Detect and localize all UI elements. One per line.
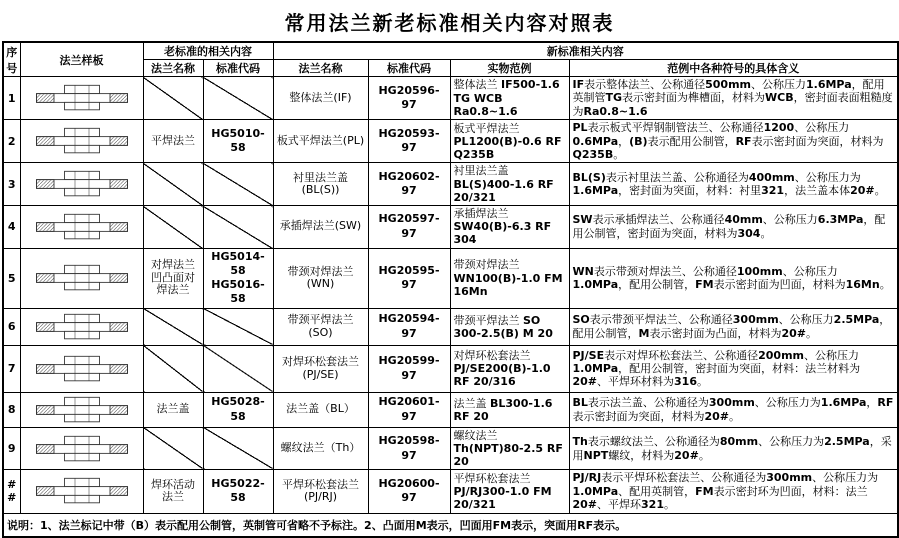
flange-cross-section-icon [29,84,135,112]
row-number: 4 [3,206,20,249]
flange-sample-cell [20,120,143,163]
table-row [3,163,898,206]
footnote: 说明：1、法兰标记中带（B）表示配用公制管，英制管可省略不予标注。2、凸面用M表示，凹面用FM表示，突面用RF表示。 [3,513,898,537]
flange-cross-section-icon [29,396,135,424]
flange-sample-cell [20,392,143,427]
header-old-standard-group: 老标准的相关内容 [143,42,273,60]
example-text: 板式平焊法兰 PL1200(B)-0.6 RF Q235B [450,120,569,163]
table-row [3,470,898,513]
flange-cross-section-icon [29,435,135,463]
new-flange-name: 带颈平焊法兰(SO) [273,308,368,345]
row-number: 8 [3,392,20,427]
header-old-standard-code: 标准代码 [203,60,273,77]
symbol-meaning: IF表示整体法兰、公称通径500mm、公称压力1.6MPa，配用英制管TG表示密封面为榫槽面，材料为WCB，密封面表面粗糙度为Ra0.8~1.6 [569,77,898,120]
new-flange-name: 板式平焊法兰(PL) [273,120,368,163]
old-standard-code [203,308,273,345]
header-example: 实物范例 [450,60,569,77]
symbol-meaning: Th表示螺纹法兰、公称通径为80mm、公称压力为2.5MPa，采用NPT螺纹，材料为20#。 [569,427,898,470]
flange-standards-table [2,41,899,538]
header-new-standard-group: 新标准相关内容 [273,42,898,60]
new-standard-code: HG20597-97 [368,206,450,249]
old-standard-code: HG5014-58 HG5016-58 [203,248,273,308]
symbol-meaning: BL表示法兰盖、公称通径为300mm、公称压力为1.6MPa，RF表示密封面为突面，材料为20#。 [569,392,898,427]
row-number: 9 [3,427,20,470]
example-text: 衬里法兰盖 BL(S)400-1.6 RF 20/321 [450,163,569,206]
flange-cross-section-icon [29,213,135,241]
header-symbol-meaning: 范例中各种符号的具体含义 [569,60,898,77]
table-row [3,392,898,427]
header-old-flange-name: 法兰名称 [143,60,203,77]
flange-cross-section-icon [29,313,135,341]
new-flange-name: 对焊环松套法兰 (PJ/SE) [273,345,368,392]
flange-cross-section-icon [29,170,135,198]
flange-sample-cell [20,345,143,392]
header-new-standard-code: 标准代码 [368,60,450,77]
example-text: 法兰盖 BL300-1.6 RF 20 [450,392,569,427]
symbol-meaning: BL(S)表示衬里法兰盖、公称通径为400mm、公称压力为1.6MPa，密封面为突面，材料：衬里321，法兰盖本体20#。 [569,163,898,206]
new-flange-name: 衬里法兰盖(BL(S)) [273,163,368,206]
document-page [0,7,899,532]
new-standard-code: HG20595-97 [368,248,450,308]
old-flange-name [143,206,203,249]
old-standard-code: HG5028-58 [203,392,273,427]
table-row [3,345,898,392]
table-row [3,120,898,163]
example-text: 带颈对焊法兰 WN100(B)-1.0 FM 16Mn [450,248,569,308]
new-flange-name: 带颈对焊法兰(WN) [273,248,368,308]
symbol-meaning: PJ/RJ表示平焊环松套法兰、公称通径为300mm、公称压力为1.0MPa、配用英制管，FM表示密封环为凹面，材料：法兰20#、平焊环321。 [569,470,898,513]
example-text: 承插焊法兰 SW40(B)-6.3 RF 304 [450,206,569,249]
new-standard-code: HG20594-97 [368,308,450,345]
new-flange-name: 平焊环松套法兰 (PJ/RJ) [273,470,368,513]
example-text: 平焊环松套法兰 PJ/RJ300-1.0 FM 20/321 [450,470,569,513]
new-standard-code: HG20600-97 [368,470,450,513]
row-number: 2 [3,120,20,163]
flange-cross-section-icon [29,477,135,505]
old-standard-code [203,427,273,470]
symbol-meaning: WN表示带颈对焊法兰、公称通径100mm、公称压力1.0MPa，配用公制管，FM表示密封面为凹面，材料为16Mn。 [569,248,898,308]
row-number: ## [3,470,20,513]
old-standard-code: HG5022-58 [203,470,273,513]
old-standard-code [203,163,273,206]
row-number: 3 [3,163,20,206]
new-standard-code: HG20599-97 [368,345,450,392]
old-flange-name [143,345,203,392]
header-new-flange-name: 法兰名称 [273,60,368,77]
old-flange-name: 对焊法兰 凹凸面对焊法兰 [143,248,203,308]
flange-cross-section-icon [29,127,135,155]
flange-sample-cell [20,248,143,308]
row-number: 5 [3,248,20,308]
old-standard-code [203,206,273,249]
table-row [3,308,898,345]
page-title: 常用法兰新老标准相关内容对照表 [284,11,615,35]
new-flange-name: 整体法兰(IF) [273,77,368,120]
flange-sample-cell [20,77,143,120]
symbol-meaning: SW表示承插焊法兰、公称通径40mm、公称压力6.3MPa，配用公制管，密封面为突面，材料为304。 [569,206,898,249]
symbol-meaning: PJ/SE表示对焊环松套法兰、公称通径200mm、公称压力1.0MPa，配用公制管，密封面为突面，材料：法兰材料为20#、平焊环材料为316。 [569,345,898,392]
flange-cross-section-icon [29,355,135,383]
flange-sample-cell [20,206,143,249]
symbol-meaning: SO表示带颈平焊法兰、公称通径300mm、公称压力2.5MPa，配用公制管，M表示密封面为凸面，材料为20#。 [569,308,898,345]
new-flange-name: 承插焊法兰(SW) [273,206,368,249]
old-flange-name: 焊环活动法兰 [143,470,203,513]
example-text: 整体法兰 IF500-1.6 TG WCB Ra0.8~1.6 [450,77,569,120]
new-standard-code: HG20598-97 [368,427,450,470]
row-number: 1 [3,77,20,120]
example-text: 螺纹法兰 Th(NPT)80-2.5 RF 20 [450,427,569,470]
symbol-meaning: PL表示板式平焊钢制管法兰、公称通径1200、公称压力0.6MPa，(B)表示配用公制管，RF表示密封面为突面，材料为Q235B。 [569,120,898,163]
header-serial: 序号 [3,42,20,77]
old-standard-code [203,345,273,392]
new-standard-code: HG20601-97 [368,392,450,427]
new-flange-name: 螺纹法兰（Th） [273,427,368,470]
new-flange-name: 法兰盖（BL） [273,392,368,427]
flange-sample-cell [20,427,143,470]
flange-sample-cell [20,470,143,513]
new-standard-code: HG20602-97 [368,163,450,206]
flange-sample-cell [20,308,143,345]
flange-sample-cell [20,163,143,206]
old-flange-name: 平焊法兰 [143,120,203,163]
table-row [3,77,898,120]
new-standard-code: HG20593-97 [368,120,450,163]
example-text: 对焊环松套法兰 PJ/SE200(B)-1.0 RF 20/316 [450,345,569,392]
old-flange-name [143,308,203,345]
header-sample: 法兰样板 [20,42,143,77]
old-standard-code [203,77,273,120]
flange-cross-section-icon [29,264,135,292]
new-standard-code: HG20596-97 [368,77,450,120]
table-row [3,427,898,470]
table-row [3,248,898,308]
old-flange-name: 法兰盖 [143,392,203,427]
old-flange-name [143,77,203,120]
row-number: 6 [3,308,20,345]
old-flange-name [143,163,203,206]
old-standard-code: HG5010-58 [203,120,273,163]
example-text: 带颈平焊法兰 SO 300-2.5(B) M 20 [450,308,569,345]
table-row [3,206,898,249]
old-flange-name [143,427,203,470]
row-number: 7 [3,345,20,392]
